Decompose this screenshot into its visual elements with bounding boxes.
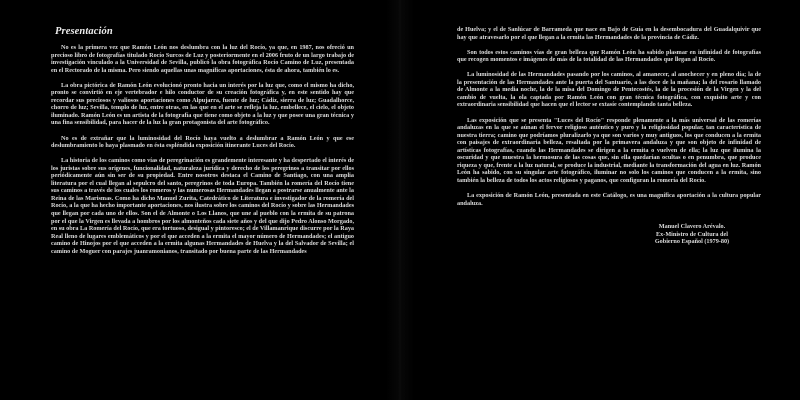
paragraph: Las exposición que se presenta "Luces del Rocío" responde plenamente a la más universal de las romerías andaluzas en la que se aúnan el fervor religioso auténtico y puro y la religiosidad popular, tan característica de nuestra tierra; camino que podríamos pluralizarlo ya que son varios y muy antiguos, los que conducen a la ermita con paisajes de extraordinaria belleza, resaltada por la primavera andaluza y que son objeto de infinidad de artísticas fotografías, cuando las Hermandades se dirigen a la ermita o vuelven de ella; la luz que ilumina la oscuridad y que muestra la hermosura de las cosas que, sin ella quedarían ocultas o en penumbra, que produce riqueza y que, frente a la luz natural, se produce la industrial, mediante la transformación del agua en luz. Ramón León ha sabido, con su singular arte fotográfico, iluminar no solo los caminos que conducen a la ermita, sino también la belleza de todos los actos religiosos y paganos, que configuran la romería del Rocío. [457, 116, 761, 184]
paragraph: La exposición de Ramón León, presentada en este Catálogo, es una magnífica aportación a la cultura popular andaluza. [457, 192, 761, 207]
right-text-column [457, 26, 761, 207]
paragraph: Son todos estos caminos vías de gran belleza que Ramón León ha sabido plasmar en infinidad de fotografías que recogen momentos e imágenes de más de la totalidad de las Hermandades que llegan al Rocío. [457, 48, 761, 64]
paragraph: No es de extrañar que la luminosidad del Rocío haya vuelto a deslumbrar a Ramón León y que ese deslumbramiento lo haya plasmado en ésta espléndida exposición itinerante Luces del Rocío. [51, 134, 354, 150]
signature-government: Gobierno Español (1979-80) [654, 238, 730, 246]
signature-block [632, 223, 752, 246]
right-page [414, 0, 800, 400]
paragraph: de Huelva; y el de Sanlúcar de Barrameda que nace en Bajo de Guía en la desembocadura del Guadalquivir que hay que atravesarlo por el que llegan a la ermita las Hermandades de la provincia de Cádiz. [457, 26, 761, 41]
signature-role: Ex-Ministro de Cultura del [656, 230, 728, 238]
paragraph: No es la primera vez que Ramón León nos deslumbra con la luz del Rocío, ya que, en 1987, nos ofreció un precioso libro de fotografías titulado Rocío Surcos de Luz y posteriormente en el 2006 fruto de un largo trabajo de investigación vinculado a la Universidad de Sevilla, publicó la obra fotográfica Rocío Camino de Luz, presentada en el Rectorado de la misma. Pero siendo aquellas unas magníficas aportaciones, ésta de ahora, también lo es. [51, 44, 354, 74]
paragraph: La historia de los caminos como vías de peregrinación es grandemente interesante y ha despertado el interés de los juristas sobre sus orígenes, funcionalidad, naturaleza jurídica y derecho de los peregrinos a transitar por ellos periódicamente aún sin ser de su propiedad. Entre nosotros destaca el Camino de Santiago, con una amplia literatura por el cual llegan al sepulcro del santo, peregrinos de toda Europa. También la romería del Rocío tiene sus caminos a través de los cuales los romeros y las numerosas Hermandades llegan a postrarse anualmente ante la Reina de las Marismas. Como ha dicho Manuel Zurita, Catedrático de Literatura e investigador de la romería del Rocío, a la que ha hecho importante aportaciones, nos ilustra sobre los caminos del Rocío y sobre las Hermandades que llegan por cada uno de ellos. Son el de Almonte o Los Llanos, que une al pueblo con la ermita de su patrona por el que la Virgen es llevada a hombros por los almonteños cada siete años y del que dijo Pedro Alonso Morgado, en su obra La Romería del Rocío, que era tortuoso, desigual y pintoresco; el de Villamanrique discurre por la Raya Real lleno de lugares emblemáticos y por el que acceden a la ermita el mayor número de Hermandades; el antiguo camino de Hinojos por el que acceden a la ermita algunas Hermandades de Huelva y la del Salvador de Sevilla; el camino de Moguer con parajes juanramonianos, transitado por buena parte de las Hermandades [51, 157, 355, 255]
page-title: Presentación [55, 26, 113, 37]
book-gutter [386, 0, 414, 400]
paragraph: La luminosidad de las Hermandades pasando por los caminos, al amanecer, al anochecer y en pleno día; la de la presentación de las Hermandades ante la puerta del Santuario, a las doce de la mañana; la del rosario llamado de Almonte a la media noche, la de la misa del Domingo de Pentecostés, la de la procesión de la Virgen y la del cambio de vuelta, la ola captada por Ramón León con gran técnica fotográfica, con exquisito arte y con extraordinaria sensibilidad que hacen que el lector se extasíe contemplando tanta belleza. [457, 71, 761, 109]
signature-name: Manuel Clavero Arévalo. [658, 223, 726, 231]
left-page [0, 0, 386, 400]
paragraph: La obra pictórica de Ramón León evolucionó pronto hacia un interés por la luz que, como el mismo ha dicho, pronto se convirtió en eje vertebrador e hilo conductor de su creación fotográfica y, en este sentido hay que recordar sus preciosos y valiosos aportaciones como Alpujarra, fuente de luz; Cádiz, sierra de luz; Guadalhorce, chorro de luz; Sevilla, templo de luz, entre otras, en las que en el arte se refleja la luz, embellece, el cielo, el objeto iluminado. Ramón León es un artista de la fotografía que tiene como objeto a la luz y que posee una gran técnica y una fina sensibilidad, para hacer de la luz la gran protagonista del arte fotográfico. [51, 81, 354, 127]
left-text-column [51, 44, 354, 255]
